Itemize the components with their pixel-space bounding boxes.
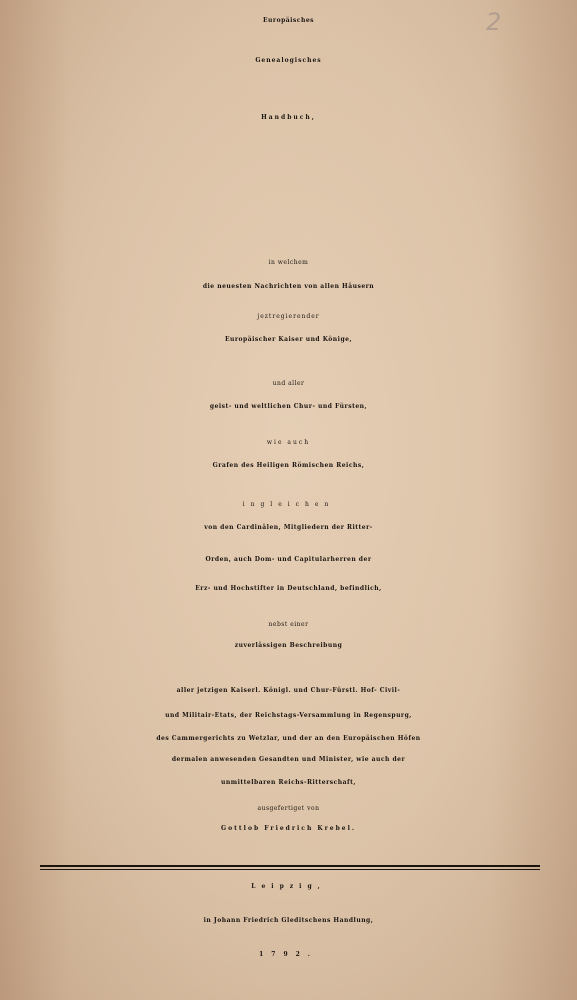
text-line: des Cammergerichts zu Wetzlar, und der an den Europäischen Höfen — [156, 735, 421, 742]
text-line: und aller — [272, 380, 305, 387]
title-line-3: Handbuch, — [261, 114, 316, 121]
text-line: in welchem — [268, 259, 309, 266]
imprint-publisher: in Johann Friedrich Gleditschens Handlung, — [203, 917, 374, 924]
author-name: Gottlob Friedrich Krebel. — [221, 825, 356, 832]
author-intro: ausgefertiget von — [257, 805, 320, 812]
text-line: Erz- und Hochstifter in Deutschland, befindlich, — [195, 585, 382, 592]
text-line: Europäischer Kaiser und Könige, — [224, 336, 353, 343]
handwritten-mark: 2 — [486, 8, 502, 36]
divider-rule — [40, 869, 540, 870]
text-line: Orden, auch Dom- und Capitularherren der — [205, 556, 372, 563]
text-line: jeztregierender — [257, 313, 320, 320]
text-line: ingleichen — [242, 501, 335, 508]
title-line-1: Europäisches — [262, 17, 315, 24]
text-line: von den Cardinälen, Mitgliedern der Ritter- — [204, 524, 373, 531]
text-line: Grafen des Heiligen Römischen Reichs, — [212, 462, 365, 469]
text-line: geist- und weltlichen Chur- und Fürsten, — [209, 403, 368, 410]
text-line: und Militair-Etats, der Reichstags-Versammlung in Regenspurg, — [165, 712, 412, 719]
title-line-2: Genealogisches — [255, 57, 322, 64]
text-line: zuverlässigen Beschreibung — [234, 642, 343, 649]
imprint-place: Leipzig, — [251, 883, 326, 890]
text-line: aller jetzigen Kaiserl. Königl. und Chur-Fürstl. Hof- Civil- — [176, 687, 401, 694]
text-line: unmittelbaren Reichs-Ritterschaft, — [221, 779, 356, 786]
text-line: die neuesten Nachrichten von allen Häusern — [202, 283, 375, 290]
text-line: wie auch — [266, 439, 311, 446]
text-line: dermalen anwesenden Gesandten und Minister, wie auch der — [171, 756, 406, 763]
divider-rule — [40, 865, 540, 867]
imprint-year: 1792. — [259, 951, 318, 958]
text-line: nebst einer — [268, 621, 309, 628]
